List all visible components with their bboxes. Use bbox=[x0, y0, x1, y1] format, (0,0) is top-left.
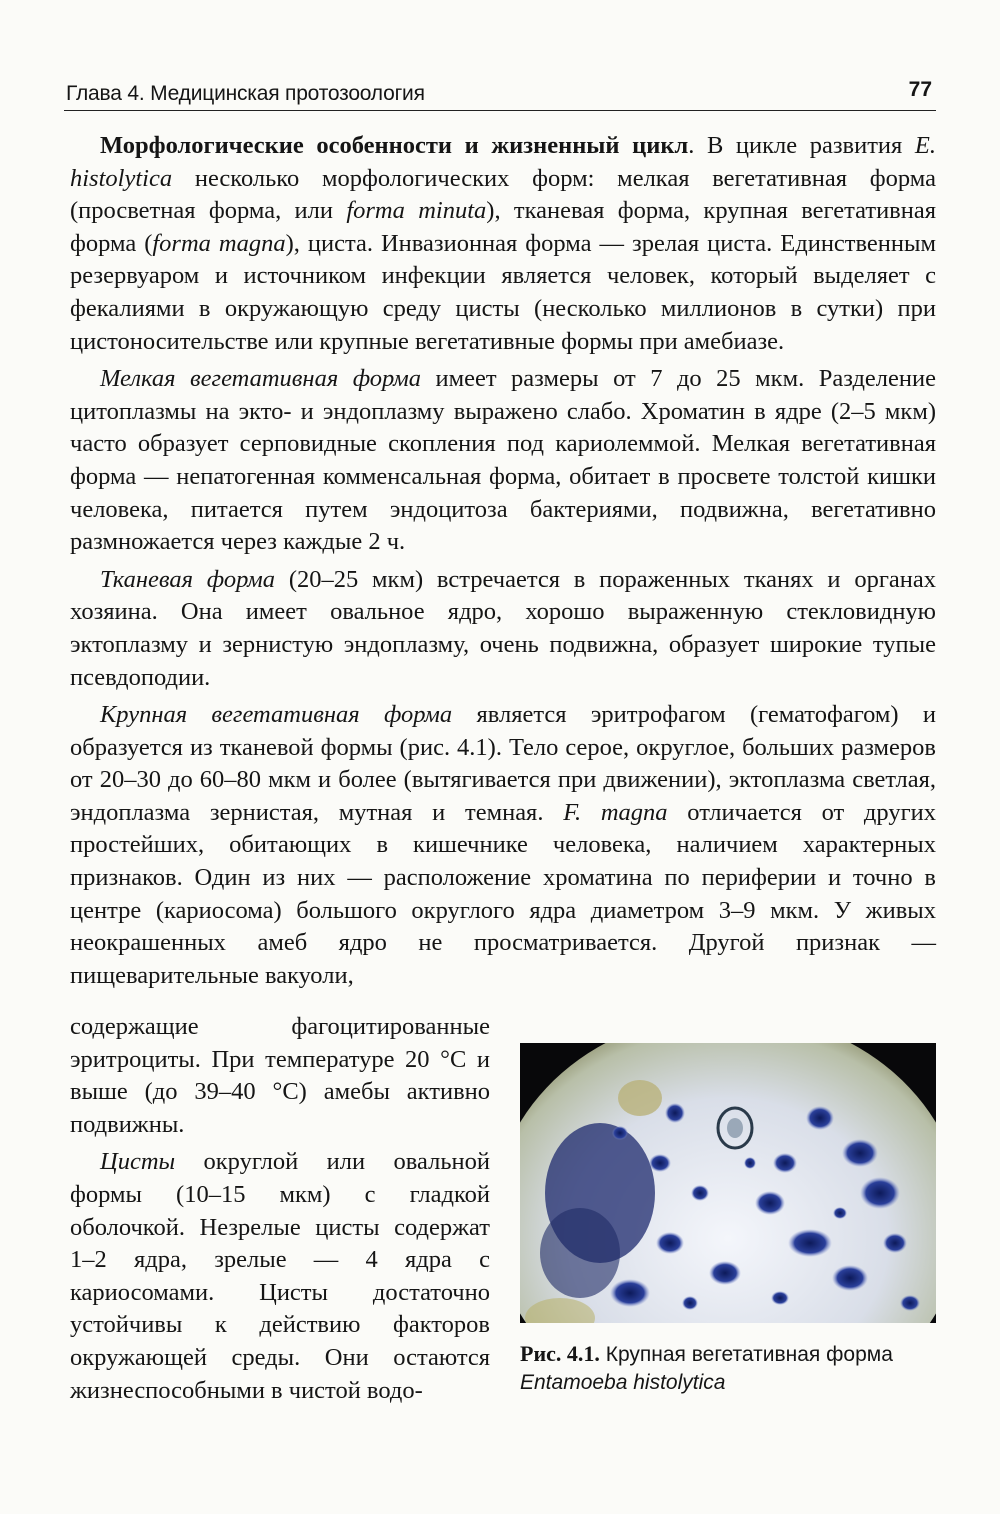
left-column-text bbox=[70, 1011, 490, 1412]
running-header bbox=[64, 80, 936, 111]
paragraph-small-vegetative: Мелкая вегетативная форма имеет размеры от 7 до 25 мкм. Разделение цитоплазмы на экто- и эндоплазму выражено слабо. Хроматин в ядре (2–5 мкм) часто образует серповидные скопления под кариолеммой. Мелкая вегетативная форма — непатогенная комменсальная форма, обитает в просвете толстой кишки человека, питается путем эндоцитоза бактериями, подвижна, вегетативно размножается через каждые 2 ч. bbox=[70, 365, 936, 556]
figure-caption bbox=[520, 1340, 950, 1397]
figure-caption-text: Крупная вегетативная форма bbox=[599, 1343, 893, 1366]
main-text bbox=[70, 130, 936, 997]
micrograph-image bbox=[520, 1043, 936, 1323]
paragraph-continuation: содержащие фагоцитированные эритроциты. При температуре 20 °С и выше (до 39–40 °С) амебы активно подвижны. bbox=[70, 1013, 490, 1138]
paragraph-tissue-form: Тканевая форма (20–25 мкм) встречается в пораженных тканях и органах хозяина. Она имеет овальное ядро, хорошо выраженную стекловидную эктоплазму и зернистую эндоплазму, очень подвижна, образует широкие тупые псевдоподии. bbox=[70, 565, 936, 691]
figure-species-name: Entamoeba histolytica bbox=[520, 1371, 726, 1394]
section-heading: Морфологические особенности и жизненный цикл bbox=[100, 132, 689, 159]
paragraph-large-vegetative: Крупная вегетативная форма является эритрофагом (гематофагом) и образуется из тканевой формы (рис. 4.1). Тело серое, округлое, больших размеров от 20–30 до 60–80 мкм и более (вытягивается при движении), эктоплазма светлая, эндоплазма зернистая, мутная и темная. F. magna отличается от других простейших, обитающих в кишечнике человека, наличием характерных признаков. Один из них — расположение хроматина по периферии и точно в центре (кариосома) большого округлого ядра диаметром 3–9 мкм. У живых неокрашенных амеб ядро не просматривается. Другой признак — пищеварительные вакуоли, bbox=[70, 701, 936, 989]
page-number: 77 bbox=[908, 78, 932, 101]
figure-label: Рис. 4.1. bbox=[520, 1341, 600, 1366]
chapter-title: Глава 4. Медицинская протозоология bbox=[66, 82, 425, 105]
paragraph-morphology: Морфологические особенности и жизненный цикл. В цикле развития E. histolytica несколько морфологических форм: мелкая вегетативная форма (просветная форма, или forma minuta), тканевая форма, крупная вегетативная форма (forma magna), циста. Инвазионная форма — зрелая циста. Единственным резервуаром и источником инфекции является человек, который выделяет с фекалиями в окружающую среду цисты (несколько миллионов в сутки) при цистоносительстве или крупные вегетативные формы при амебиазе. bbox=[70, 132, 936, 355]
micrograph-figure bbox=[520, 1043, 936, 1323]
paragraph-cysts: Цисты округлой или овальной формы (10–15 мкм) с гладкой оболочкой. Незрелые цисты содержат 1–2 ядра, зрелые — 4 ядра с кариосомами. Цисты достаточно устойчивы к действию факторов окружающей среды. Они остаются жизнеспособными в чистой водо- bbox=[70, 1148, 490, 1404]
